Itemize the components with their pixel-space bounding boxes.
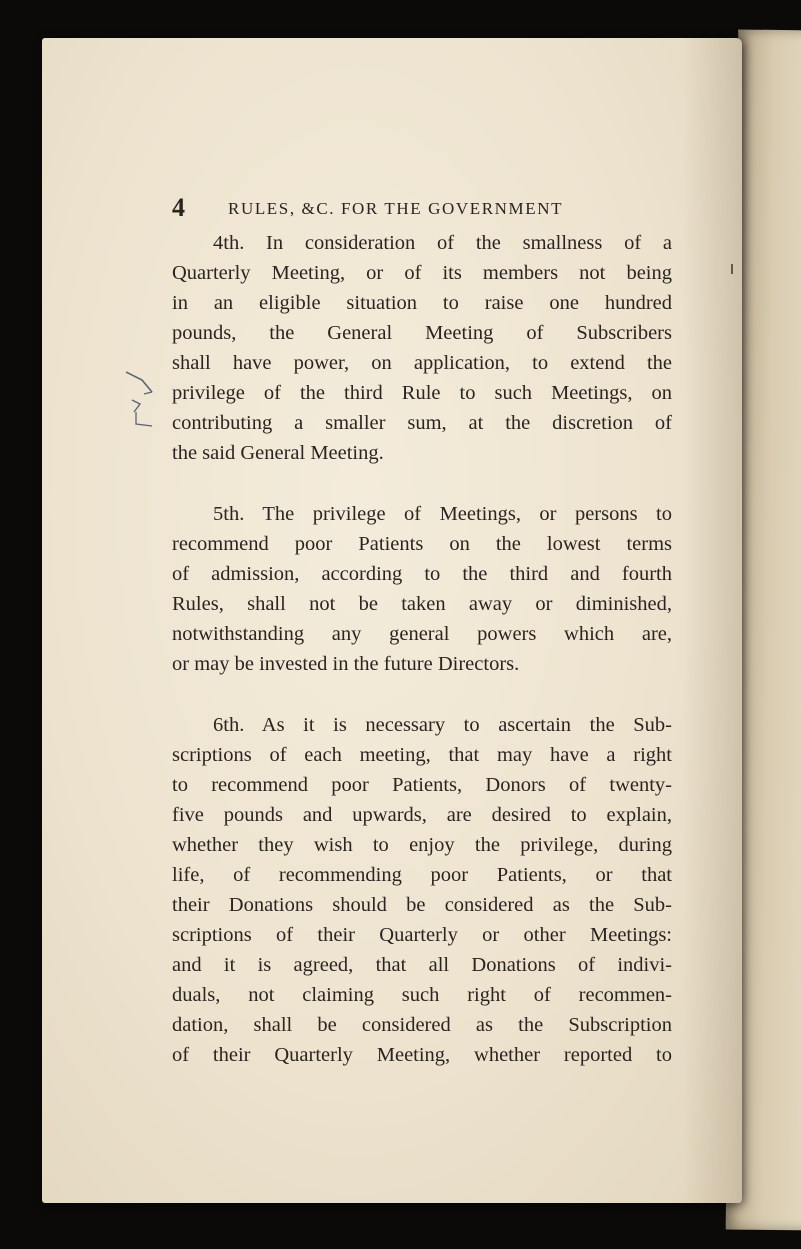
text-line: their Donations should be considered as the Sub- (172, 894, 672, 916)
pencil-mark-icon (122, 366, 162, 436)
text-line: notwithstanding any general powers which are, (172, 623, 672, 645)
text-line: recommend poor Patients on the lowest terms (172, 533, 672, 555)
text-line: five pounds and upwards, are desired to explain, (172, 804, 672, 826)
text-line: Quarterly Meeting, or of its members not being (172, 262, 672, 284)
text-line: 5th. The privilege of Meetings, or persons to (213, 503, 672, 525)
text-line: to recommend poor Patients, Donors of twenty- (172, 774, 672, 796)
text-line: of admission, according to the third and fourth (172, 563, 672, 585)
paragraph-6th (172, 710, 672, 1070)
text-line: and it is agreed, that all Donations of indivi- (172, 954, 672, 976)
text-line: or may be invested in the future Directors. (172, 653, 520, 675)
text-line: scriptions of their Quarterly or other Meetings: (172, 924, 672, 946)
text-line: contributing a smaller sum, at the discretion of (172, 412, 672, 434)
page-header (172, 193, 692, 223)
running-head: RULES, &C. FOR THE GOVERNMENT (228, 199, 564, 218)
text-line: whether they wish to enjoy the privilege, during (172, 834, 672, 856)
text-line: the said General Meeting. (172, 442, 384, 464)
paragraph-4th (172, 228, 672, 468)
text-line: duals, not claiming such right of recommen- (172, 984, 672, 1006)
text-line: Rules, shall not be taken away or diminished, (172, 593, 672, 615)
text-line: privilege of the third Rule to such Meetings, on (172, 382, 672, 404)
text-line: in an eligible situation to raise one hundred (172, 292, 672, 314)
page-body (172, 228, 672, 1101)
text-line: of their Quarterly Meeting, whether reported to (172, 1044, 672, 1066)
page-number: 4 (172, 193, 185, 222)
text-line: scriptions of each meeting, that may have a right (172, 744, 672, 766)
text-line: shall have power, on application, to extend the (172, 352, 672, 374)
text-line: 4th. In consideration of the smallness of a (213, 232, 672, 254)
paragraph-5th (172, 499, 672, 679)
margin-tick-icon (730, 264, 734, 274)
text-line: life, of recommending poor Patients, or that (172, 864, 672, 886)
text-line: pounds, the General Meeting of Subscribers (172, 322, 672, 344)
book-page (42, 38, 742, 1203)
text-line: dation, shall be considered as the Subscription (172, 1014, 672, 1036)
text-line: 6th. As it is necessary to ascertain the Sub- (213, 714, 672, 736)
